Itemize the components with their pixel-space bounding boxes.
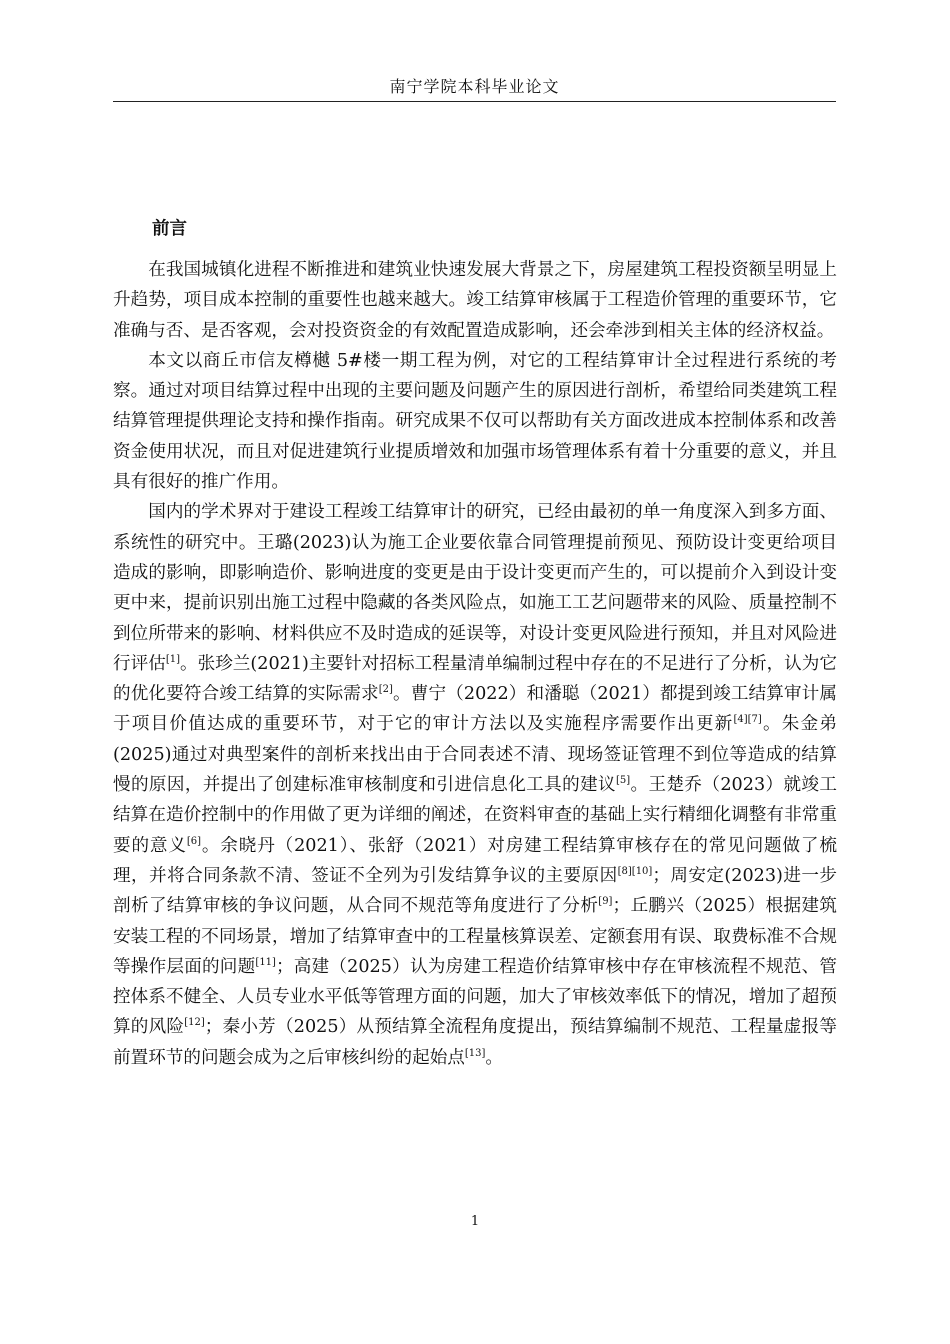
citation-marker: [12] bbox=[184, 1017, 205, 1029]
citation-marker: [11] bbox=[255, 956, 276, 968]
paragraph-text: ；秦小芳（2025）从预结算全流程角度提出，预结算编制不规范、工程量虚报等前置环节的问题会成为之后审核纠纷的起始点 bbox=[113, 1017, 837, 1068]
citation-marker: [6] bbox=[186, 835, 201, 847]
paragraph-text: ；丘鹏兴（2025）根据建筑安装工程的不同场景，增加了结算审查中的工程量核算误差、定额套用有误、取费标准不合规等操作层面的问题 bbox=[113, 896, 837, 977]
citation-marker: [9] bbox=[598, 896, 613, 908]
body-text bbox=[113, 255, 837, 1073]
header-rule bbox=[113, 101, 836, 102]
running-header: 南宁学院本科毕业论文 bbox=[389, 77, 560, 96]
body-paragraph bbox=[113, 346, 837, 497]
paragraph-text: 本文以商丘市信友樽樾 5#楼一期工程为例，对它的工程结算审计全过程进行系统的考察。通过对项目结算过程中出现的主要问题及问题产生的原因进行剖析，希望给同类建筑工程结算管理提供理论支持和操作指南。研究成果不仅可以帮助有关方面改进成本控制体系和改善资金使用状况，而且对促进建筑行业提质增效和加强市场管理体系有着十分重要的意义，并且具有很好的推广作用。 bbox=[113, 350, 837, 493]
citation-marker: [1] bbox=[165, 654, 180, 665]
paragraph-text: ；周安定(2023)进一步剖析了结算审核的争议问题，从合同不规范等角度进行了分析 bbox=[113, 865, 837, 917]
paragraph-text: 国内的学术界对于建设工程竣工结算审计的研究，已经由最初的单一角度深入到多方面、系统性的研究中。王璐(2023)认为施工企业要依靠合同管理提前预见、预防设计变更给项目造成的影响，即影响造价、影响进度的变更是由于设计变更而产生的，可以提前介入到设计变更中来，提前识别出施工过程中隐藏的各类风险点，如施工工艺问题带来的风险、质量控制不到位所带来的影响、材料供应不及时造成的延误等，对设计变更风险进行预知，并且对风险进行评估 bbox=[113, 502, 837, 674]
body-paragraph bbox=[113, 255, 837, 346]
paragraph-text: 。 bbox=[485, 1047, 504, 1068]
citation-marker: [2] bbox=[378, 684, 393, 696]
paragraph-text: 。余晓丹（2021）、张舒（2021）对房建工程结算审核存在的常见问题做了梳理，并将合同条款不清、签证不全列为引发结算争议的主要原因 bbox=[113, 835, 837, 886]
paragraph-text: 在我国城镇化进程不断推进和建筑业快速发展大背景之下，房屋建筑工程投资额呈明显上升趋势，项目成本控制的重要性也越来越大。竣工结算审核属于工程造价管理的重要环节，它准确与否、是否客观，会对投资资金的有效配置造成影响，还会牵涉到相关主体的经济权益。 bbox=[113, 260, 837, 341]
page-number: 1 bbox=[470, 1214, 480, 1229]
body-paragraph bbox=[113, 497, 837, 1073]
citation-marker: [8][10] bbox=[617, 866, 653, 878]
section-title: 前言 bbox=[152, 219, 187, 239]
paragraph-text: 。王楚乔（2023）就竣工结算在造价控制中的作用做了更为详细的阐述，在资料审查的基础上实行精细化调整有非常重要的意义 bbox=[113, 775, 837, 856]
paragraph-text: 。朱金弟(2025)通过对典型案件的剖析来找出由于合同表述不清、现场签证管理不到位等造成的结算慢的原因，并提出了创建标准审核制度和引进信息化工具的建议 bbox=[113, 714, 837, 796]
paragraph-text: 。曹宁（2022）和潘聪（2021）都提到竣工结算审计属于项目价值达成的重要环节，对于它的审计方法以及实施程序需要作出更新 bbox=[113, 684, 837, 735]
citation-marker: [13] bbox=[464, 1047, 486, 1059]
paragraph-text: 。张珍兰(2021)主要针对招标工程量清单编制过程中存在的不足进行了分析，认为它的优化要符合竣工结算的实际需求 bbox=[113, 653, 837, 705]
citation-marker: [5] bbox=[616, 775, 631, 787]
paragraph-text: ；高建（2025）认为房建工程造价结算审核中存在审核流程不规范、管控体系不健全、人员专业水平低等管理方面的问题，加大了审核效率低下的情况，增加了超预算的风险 bbox=[113, 956, 837, 1038]
citation-marker: [4][7] bbox=[733, 714, 762, 726]
